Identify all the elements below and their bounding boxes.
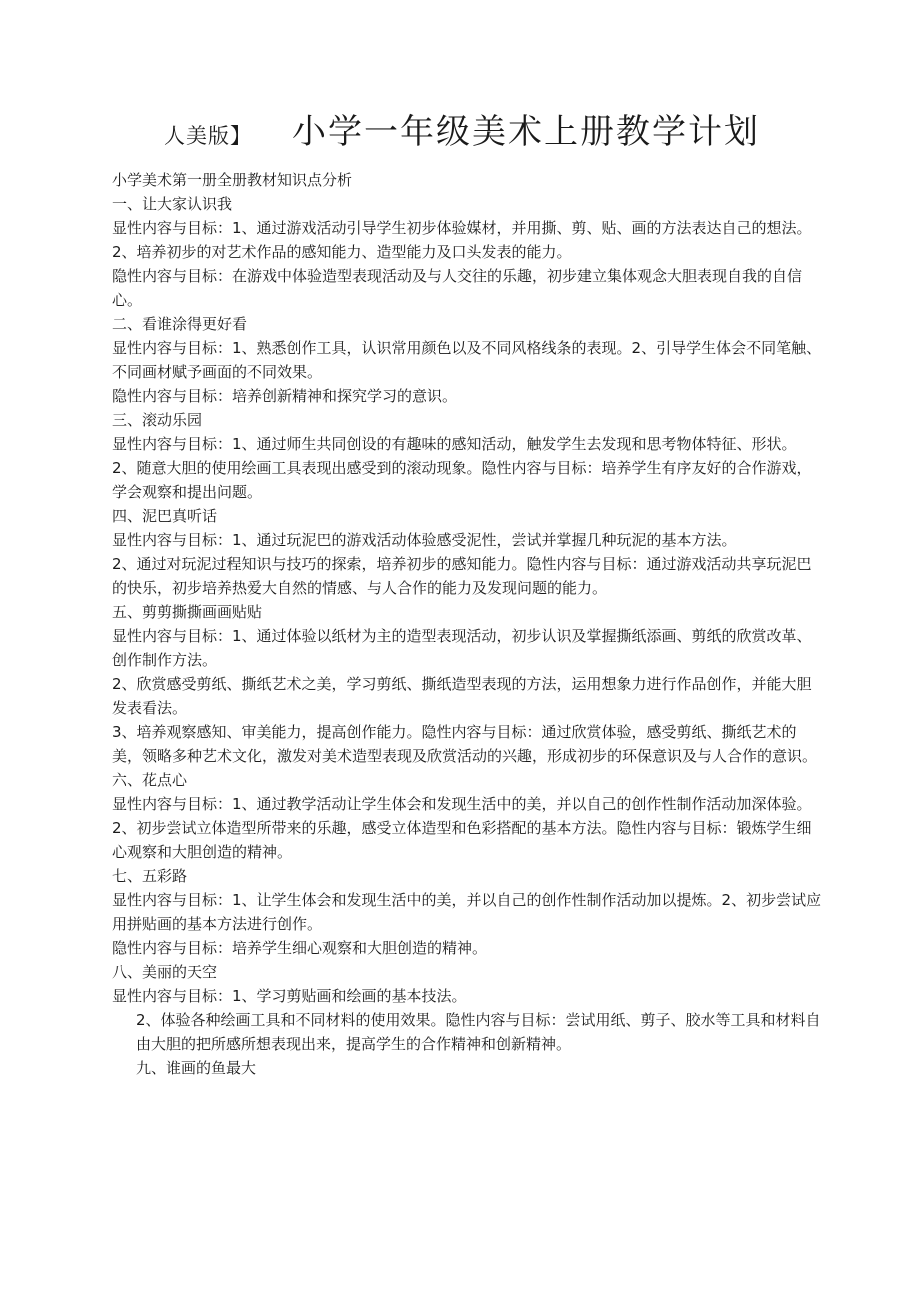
paragraph: 显性内容与目标：1、通过体验以纸材为主的造型表现活动，初步认识及掌握撕纸添画、剪纸的欣赏改革、创作制作方法。: [112, 627, 812, 669]
paragraph: 隐性内容与目标：在游戏中体验造型表现活动及与人交往的乐趣，初步建立集体观念大胆表现自我的自信心。: [112, 267, 803, 309]
paragraph: 显性内容与目标：1、通过玩泥巴的游戏活动体验感受泥性，尝试并掌握几种玩泥的基本方法。: [112, 531, 737, 549]
paragraph: 显性内容与目标：1、熟悉创作工具，认识常用颜色以及不同风格线条的表现。2、引导学生体会不同笔触、不同画材赋予画面的不同效果。: [112, 339, 822, 381]
paragraph: 2、随意大胆的使用绘画工具表现出感受到的滚动现象。隐性内容与目标：培养学生有序友好的合作游戏，学会观察和提出问题。: [112, 459, 812, 501]
section-heading: 一、让大家认识我: [112, 195, 233, 213]
paragraph: 2、通过对玩泥过程知识与技巧的探索，培养初步的感知能力。隐性内容与目标：通过游戏活动共享玩泥巴的快乐，初步培养热爱大自然的情感、与人合作的能力及发现问题的能力。: [112, 555, 812, 597]
paragraph: 2、体验各种绘画工具和不同材料的使用效果。隐性内容与目标：尝试用纸、剪子、胶水等工具和材料自由大胆的把所感所想表现出来，提高学生的合作精神和创新精神。: [136, 1011, 821, 1053]
section-heading: 四、泥巴真听话: [112, 507, 218, 525]
edition-label: 人美版】: [164, 124, 252, 148]
section-heading: 六、花点心: [112, 771, 188, 789]
page-title: 小学一年级美术上册教学计划: [292, 112, 760, 152]
section-heading: 七、五彩路: [112, 867, 188, 885]
paragraph: 2、培养初步的对艺术作品的感知能力、造型能力及口头发表的能力。: [112, 243, 572, 261]
paragraph: 显性内容与目标：1、学习剪贴画和绘画的基本技法。: [112, 987, 467, 1005]
paragraph: 显性内容与目标：1、通过教学活动让学生体会和发现生活中的美，并以自己的创作性制作活动加深体验。: [112, 795, 812, 813]
paragraph: 显性内容与目标：1、通过游戏活动引导学生初步体验媒材，并用撕、剪、贴、画的方法表达自己的想法。: [112, 219, 812, 237]
paragraph: 显性内容与目标：1、让学生体会和发现生活中的美，并以自己的创作性制作活动加以提炼。2、初步尝试应用拼贴画的基本方法进行创作。: [112, 891, 822, 933]
document-body: [112, 168, 824, 1080]
paragraph: 隐性内容与目标：培养学生细心观察和大胆创造的精神。: [112, 939, 488, 957]
section-heading: 九、谁画的鱼最大: [136, 1059, 257, 1077]
subtitle: 小学美术第一册全册教材知识点分析: [112, 171, 353, 189]
paragraph: 2、初步尝试立体造型所带来的乐趣，感受立体造型和色彩搭配的基本方法。隐性内容与目标：锻炼学生细心观察和大胆创造的精神。: [112, 819, 812, 861]
paragraph: 显性内容与目标：1、通过师生共同创设的有趣味的感知活动，触发学生去发现和思考物体特征、形状。: [112, 435, 797, 453]
paragraph: 3、培养观察感知、审美能力，提高创作能力。隐性内容与目标：通过欣赏体验，感受剪纸、撕纸艺术的美，领略多种艺术文化，激发对美术造型表现及欣赏活动的兴趣，形成初步的环保意识及与人合作的意识。: [112, 723, 818, 765]
section-heading: 三、滚动乐园: [112, 411, 203, 429]
paragraph: 隐性内容与目标：培养创新精神和探究学习的意识。: [112, 387, 458, 405]
section-heading: 二、看谁涂得更好看: [112, 315, 248, 333]
section-heading: 八、美丽的天空: [112, 963, 218, 981]
paragraph: 2、欣赏感受剪纸、撕纸艺术之美，学习剪纸、撕纸造型表现的方法，运用想象力进行作品创作，并能大胆发表看法。: [112, 675, 812, 717]
section-heading: 五、剪剪撕撕画画贴贴: [112, 603, 263, 621]
